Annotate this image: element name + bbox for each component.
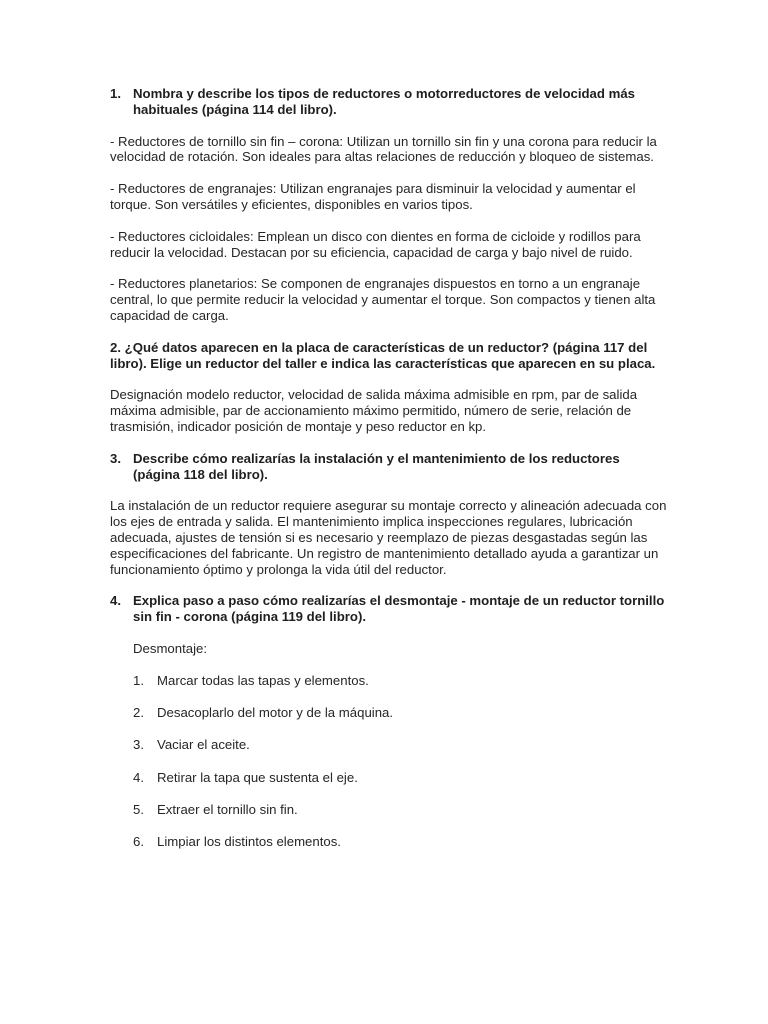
document-page [110,86,670,850]
step-text: Desacoplarlo del motor y de la máquina. [157,705,394,721]
step-text: Retirar la tapa que sustenta el eje. [157,769,358,785]
question-title: Explica paso a paso cómo realizarías el desmontaje - montaje de un reductor tornillo sin fin - corona (página 119 del libro). [133,593,665,625]
step-number: 6. [133,834,144,850]
question-number: 1. [110,86,121,101]
question-title-text: ¿Qué datos aparecen en la placa de características de un reductor? (página 117 del libro). Elige un reductor del taller e indica las características que aparecen en su placa. [110,339,656,371]
answer-gear-reducers: - Reductores de engranajes: Utilizan engranajes para disminuir la velocidad y aumentar el torque. Son versátiles y eficientes, disponibles en varios tipos. [110,181,636,212]
question-title [110,340,670,372]
question-3-heading [110,451,670,483]
step-number: 2. [133,705,144,721]
answer-planetary-reducers: - Reductores planetarios: Se componen de engranajes dispuestos en torno a un engranaje central, lo que permite reducir la velocidad y aumentar el torque. Son compactos y tienen alta capacidad de carga. [110,276,656,323]
step-number: 1. [133,673,144,689]
step-text: Marcar todas las tapas y elementos. [157,673,369,689]
question-number: 4. [110,593,121,609]
question-4-heading [110,593,670,625]
disassembly-subheading: Desmontaje: [133,640,208,656]
step-text: Limpiar los distintos elementos. [157,834,341,850]
question-number: 2. [110,339,121,355]
list-item [133,770,670,786]
question-title: Nombra y describe los tipos de reductores o motorreductores de velocidad más habituales (página 114 del libro). [133,86,636,117]
answer-cycloidal-reducers: - Reductores cicloidales: Emplean un disco con dientes en forma de cicloide y rodillos para reducir la velocidad. Destacan por su eficiencia, capacidad de carga y bajo nivel de ruido. [110,228,641,260]
answer-nameplate: Designación modelo reductor, velocidad de salida máxima admisible en rpm, par de salida máxima admisible, par de accionamiento máximo permitido, número de serie, relación de trasmisión, indicador posición de montaje y peso reductor en kp. [110,387,638,434]
step-text: Vaciar el aceite. [157,737,250,753]
step-text: Extraer el tornillo sin fin. [157,801,298,817]
list-item [133,737,670,753]
question-title: Describe cómo realizarías la instalación y el mantenimiento de los reductores (página 118 del libro). [133,450,620,482]
list-item [133,802,670,818]
question-2-heading [110,340,670,372]
list-item [133,834,670,850]
question-number: 3. [110,450,121,466]
step-number: 3. [133,737,144,753]
step-number: 5. [133,801,144,817]
step-number: 4. [133,769,144,785]
list-item [133,705,670,721]
list-item [133,673,670,689]
answer-installation: La instalación de un reductor requiere asegurar su montaje correcto y alineación adecuada con los ejes de entrada y salida. El mantenimiento implica inspecciones regulares, lubricación adecuada, ajustes de tensión si es necesario y reemplazo de piezas desgastadas según las especificaciones del fabricante. Un registro de mantenimiento detallado ayuda a garantizar un funcionamiento óptimo y prolonga la vida útil del reductor. [110,498,667,577]
answer-worm-gear: - Reductores de tornillo sin fin – corona: Utilizan un tornillo sin fin y una corona para reducir la velocidad de rotación. Son ideales para altas relaciones de reducción y bloqueo de sistemas. [110,133,657,165]
question-1-heading [110,86,670,118]
